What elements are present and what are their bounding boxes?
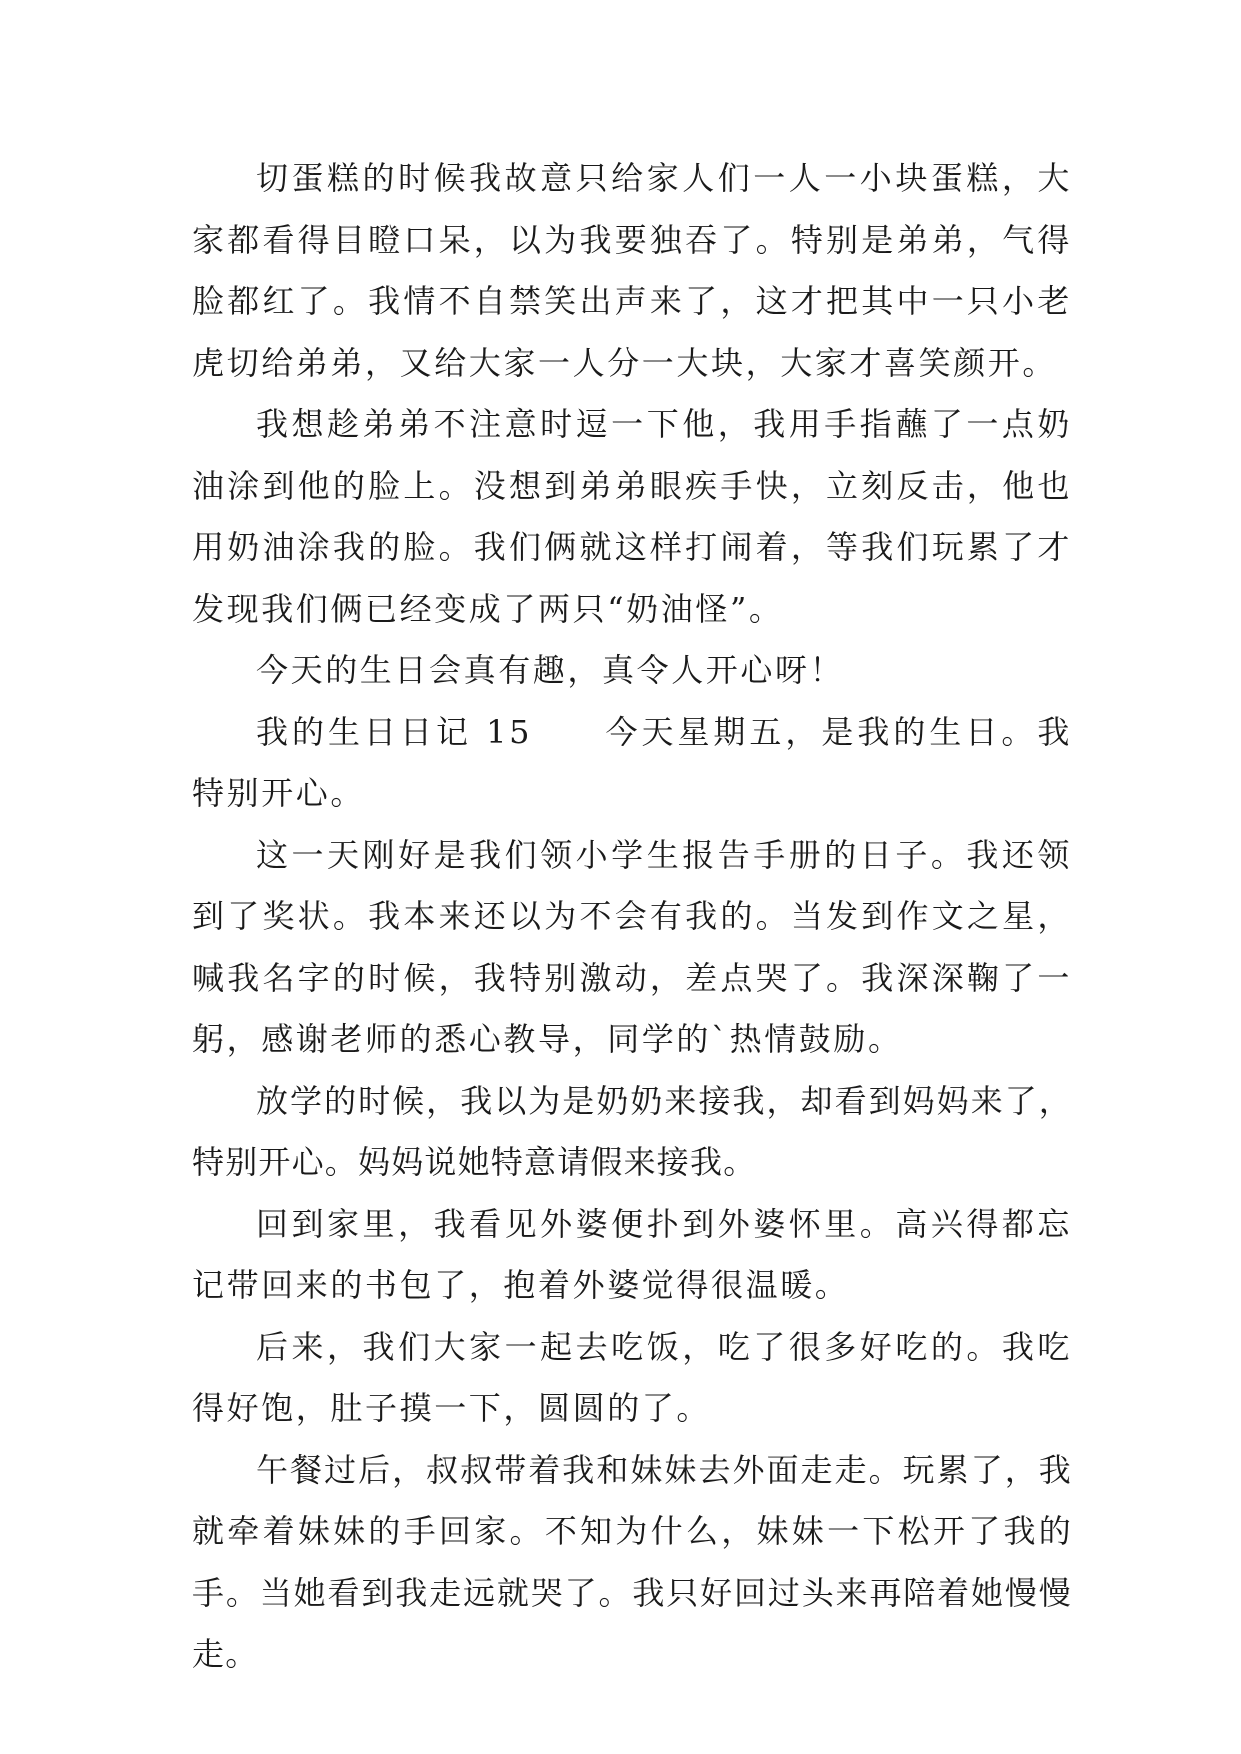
paragraph-grandma: 回到家里，我看见外婆便扑到外婆怀里。高兴得都忘记带回来的书包了，抱着外婆觉得很温暖。 xyxy=(192,1204,1072,1304)
paragraph-lunch: 后来，我们大家一起去吃饭，吃了很多好吃的。我吃得好饱，肚子摸一下，圆圆的了。 xyxy=(192,1327,1072,1427)
paragraph-fun-party: 今天的生日会真有趣，真令人开心呀！ xyxy=(256,651,845,689)
paragraph-award: 这一天刚好是我们领小学生报告手册的日子。我还领到了奖状。我本来还以为不会有我的。当发到作文之星，喊我名字的时候，我特别激动，差点哭了。我深深鞠了一躬，感谢老师的悉心教导，同学的`热情鼓励。 xyxy=(192,835,1072,1058)
paragraph-after-school: 放学的时候，我以为是奶奶来接我，却看到妈妈来了，特别开心。妈妈说她特意请假来接我。 xyxy=(192,1081,1072,1181)
paragraph-cream-fight: 我想趁弟弟不注意时逗一下他，我用手指蘸了一点奶油涂到他的脸上。没想到弟弟眼疾手快，立刻反击，他也用奶油涂我的脸。我们俩就这样打闹着，等我们玩累了才发现我们俩已经变成了两只“奶油怪”。 xyxy=(192,405,1072,628)
paragraph-walk-with-sister: 午餐过后，叔叔带着我和妹妹去外面走走。玩累了，我就牵着妹妹的手回家。不知为什么，妹妹一下松开了我的手。当她看到我走远就哭了。我只好回过头来再陪着她慢慢走。 xyxy=(192,1450,1072,1673)
paragraph-diary-15-heading: 我的生日日记 15 今天星期五，是我的生日。我特别开心。 xyxy=(192,712,1072,812)
paragraph-cake-cutting: 切蛋糕的时候我故意只给家人们一人一小块蛋糕，大家都看得目瞪口呆，以为我要独吞了。特别是弟弟，气得脸都红了。我情不自禁笑出声来了，这才把其中一只小老虎切给弟弟，又给大家一人分一大块，大家才喜笑颜开。 xyxy=(192,159,1072,382)
document-body xyxy=(192,148,1072,1686)
